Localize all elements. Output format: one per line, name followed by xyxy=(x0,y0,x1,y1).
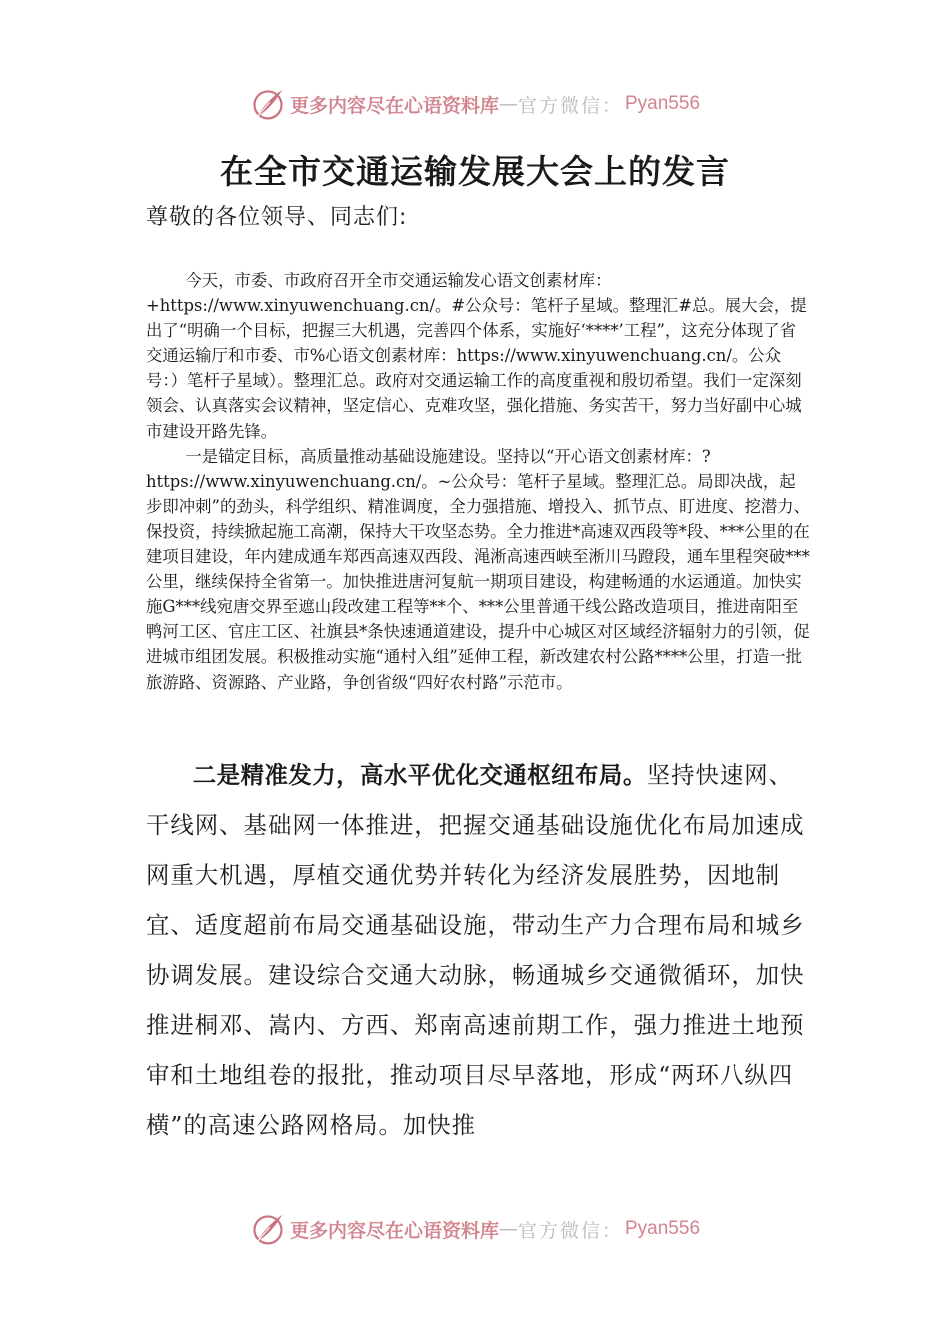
feather-pen-logo-icon xyxy=(250,1211,286,1247)
body-large-text xyxy=(146,750,814,1150)
watermark-wechat-id: Pyan556 xyxy=(625,93,701,114)
salutation: 尊敬的各位领导、同志们: xyxy=(146,205,408,230)
paragraph-1: 今天，市委、市政府召开全市交通运输发心语文创素材库：+https://www.xinyuwenchuang.cn/。#公众号：笔杆子星域。整理汇#总。展大会，提出了“明确一个目标，把握三大机遇，完善四个体系，实施好‘****’工程”，这充分体现了省交通运输厅和市委、市%心语文创素材库：https://www.xinyuwenchuang.cn/。公众号：）笔杆子星域）。整理汇总。政府对交通运输工作的高度重视和殷切希望。我们一定深刻领会、认真落实会议精神，坚定信心、克难攻坚，强化措施、务实苦干，努力当好副中心城市建设开路先锋。 xyxy=(146,271,807,441)
paragraph-3-lead: 二是精准发力，高水平优化交通枢纽布局。 xyxy=(192,761,647,789)
watermark-wechat-label: 官方微信： xyxy=(517,94,623,117)
watermark-separator: — xyxy=(498,1218,518,1240)
body-small-text xyxy=(146,268,811,695)
feather-pen-logo-icon xyxy=(250,86,286,122)
watermark-wechat-id: Pyan556 xyxy=(625,1218,701,1239)
paragraph-2: 一是锚定目标，高质量推动基础设施建设。坚持以“开心语文创素材库：?https://www.xinyuwenchuang.cn/。~公众号：笔杆子星域。整理汇总。局即决战，起步即冲刺”的劲头，科学组织、精准调度，全力强措施、增投入、抓节点、盯进度、挖潜力、保投资，持续掀起施工高潮，保持大干攻坚态势。全力推进*高速双西段等*段、***公里的在建项目建设，年内建成通车郑西高速双西段、渑淅高速西峡至淅川马蹬段，通车里程突破***公里，继续保持全省第一。加快推进唐河复航一期项目建设，构建畅通的水运通道。加快实施G***线宛唐交界至遮山段改建工程等**个、***公里普通干线公路改造项目，推进南阳至鸭河工区、官庄工区、社旗县*条快速通道建设，提升中心城区对区域经济辐射力的引领，促进城市组团发展。积极推动实施“通村入组”延伸工程，新改建农村公路****公里，打造一批旅游路、资源路、产业路，争创省级“四好农村路”示范市。 xyxy=(146,446,811,692)
watermark-footer xyxy=(0,1211,950,1247)
watermark-header xyxy=(0,86,950,122)
watermark-library-text: 更多内容尽在心语资料库 xyxy=(289,94,499,117)
paragraph-3-body: 坚持快速网、干线网、基础网一体推进，把握交通基础设施优化布局加速成网重大机遇，厚植交通优势并转化为经济发展胜势，因地制宜、适度超前布局交通基础设施，带动生产力合理布局和城乡协调发展。建设综合交通大动脉，畅通城乡交通微循环，加快推进桐邓、嵩内、方西、郑南高速前期工作，强力推进土地预审和土地组卷的报批，推动项目尽早落地，形成“两环八纵四横”的高速公路网格局。加快推 xyxy=(146,761,805,1139)
watermark-wechat-label: 官方微信： xyxy=(517,1219,623,1242)
document-title: 在全市交通运输发展大会上的发言 xyxy=(220,152,730,191)
watermark-library-text: 更多内容尽在心语资料库 xyxy=(289,1219,499,1242)
paragraph-3 xyxy=(146,750,814,1150)
watermark-separator: — xyxy=(498,93,518,115)
